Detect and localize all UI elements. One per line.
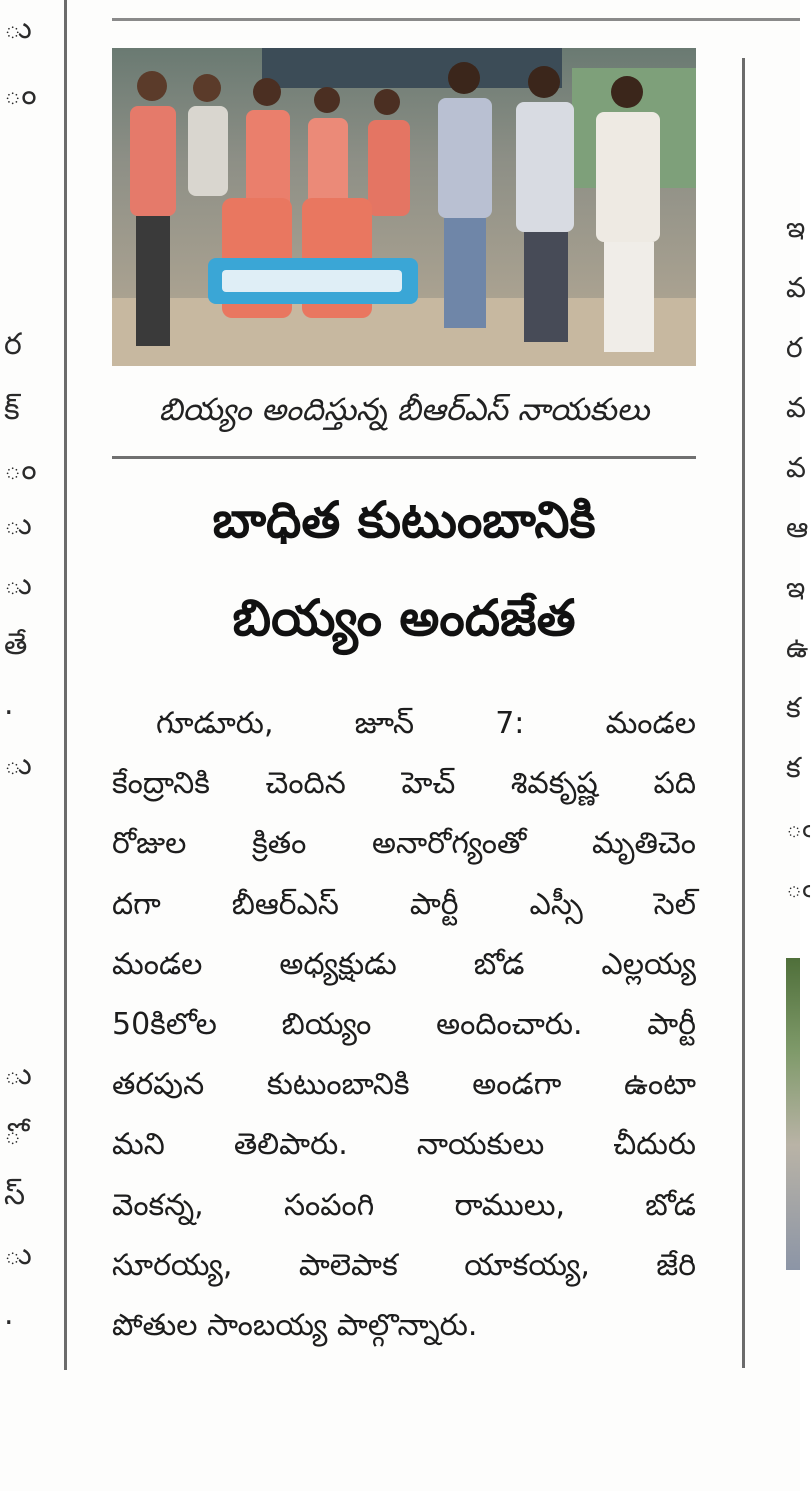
body-line: పోతుల సాంబయ్య పాల్గొన్నారు.: [112, 1307, 478, 1343]
left-glyph: .: [4, 687, 14, 722]
caption-rule: [112, 456, 696, 459]
right-glyph: ఇ: [786, 211, 806, 244]
right-glyph: ఉ: [786, 631, 809, 664]
left-column-rule: [64, 0, 67, 1370]
body-line: సూరయ్య, పాలెపాక యాకయ్య, జేరి: [112, 1247, 696, 1283]
right-neighbour-photo: [786, 958, 800, 1270]
right-glyph: వ: [786, 451, 806, 484]
left-glyph: ో: [4, 1117, 22, 1152]
headline-line-2: బియ్యం అందజేత: [232, 589, 576, 647]
left-glyph: ు: [4, 1237, 32, 1272]
body-line: రోజుల క్రితం అనారోగ్యంతో మృతిచెం: [112, 826, 696, 862]
body-line: గూడూరు, జూన్ 7: మండల: [156, 706, 696, 741]
right-glyph: ర: [786, 331, 803, 364]
photo-caption: బియ్యం అందిస్తున్న బీఆర్ఎస్ నాయకులు: [158, 392, 650, 428]
right-glyph: ఁ: [786, 811, 811, 844]
left-glyph: క్: [4, 392, 20, 427]
body-line: మని తెలిపారు. నాయకులు చీదురు: [112, 1127, 696, 1163]
left-glyph: స్: [4, 1177, 26, 1212]
right-glyph: క: [786, 691, 801, 724]
right-glyph: వ: [786, 271, 806, 304]
body-line: దగా బీఆర్ఎస్ పార్టీ ఎస్సీ సెల్: [112, 886, 696, 922]
news-photo: [112, 48, 696, 366]
left-neighbour-column: [0, 0, 60, 1380]
right-glyph: ఆ: [786, 511, 809, 544]
article-body: [112, 694, 696, 1356]
left-glyph: ు: [4, 747, 32, 782]
body-line: మండల అధ్యక్షుడు బోడ ఎల్లయ్య: [112, 946, 696, 982]
group-photo-icon: [112, 48, 696, 366]
left-glyph: ు: [4, 507, 32, 542]
right-glyph: వ: [786, 391, 806, 424]
right-column-rule: [742, 58, 745, 1368]
body-line: వెంకన్న, సంపంగి రాములు, బోడ: [112, 1187, 696, 1223]
left-glyph: తే: [4, 627, 28, 662]
body-line: 50కిలోల బియ్యం అందించారు. పార్టీ: [112, 1006, 696, 1042]
body-line: తరపున కుటుంబానికి అండగా ఉంటా: [112, 1067, 696, 1103]
left-glyph: ం: [4, 452, 37, 487]
left-glyph: .: [4, 1297, 14, 1332]
right-glyph: క: [786, 751, 801, 784]
right-glyph: ఇ: [786, 571, 806, 604]
body-line: కేంద్రానికి చెందిన హెచ్ శివకృష్ణ పది: [112, 766, 696, 802]
right-neighbour-column: [780, 200, 811, 920]
left-glyph: ు: [4, 11, 32, 46]
headline-line-1: బాధిత కుటుంబానికి: [212, 491, 596, 549]
left-glyph: ు: [4, 567, 32, 602]
right-glyph: ఁ: [786, 871, 811, 904]
left-glyph: ర: [4, 327, 22, 362]
top-rule: [112, 18, 800, 21]
left-glyph: ం: [4, 77, 37, 112]
left-glyph: ు: [4, 1057, 32, 1092]
